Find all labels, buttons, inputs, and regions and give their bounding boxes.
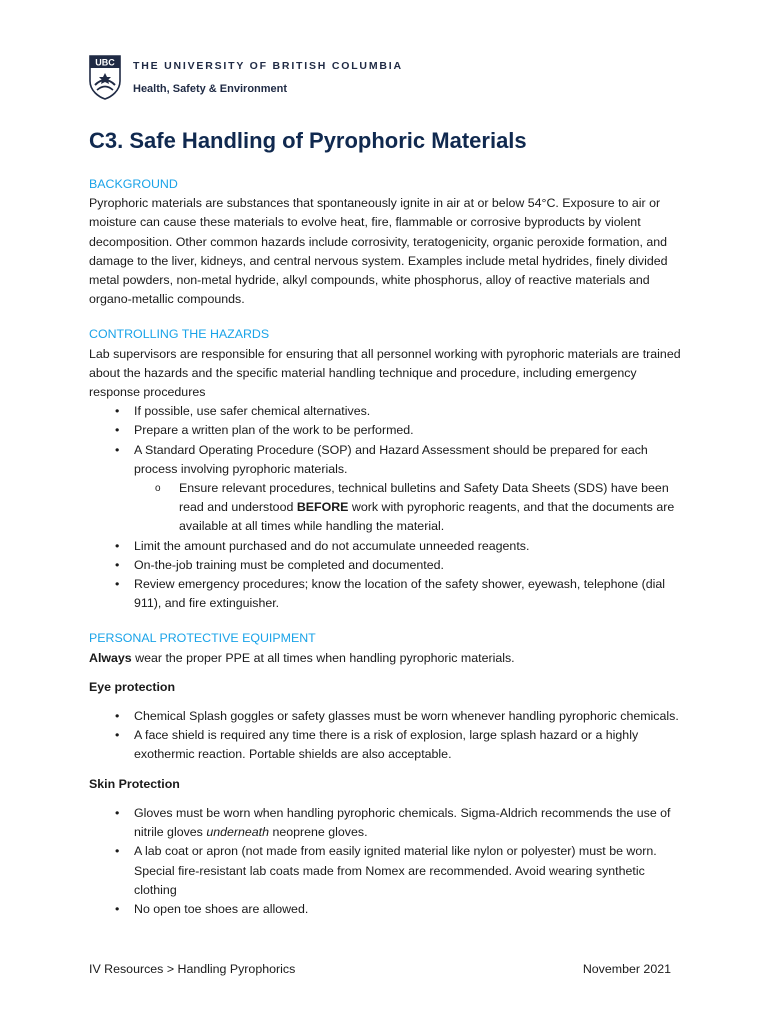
ppe-heading: PERSONAL PROTECTIVE EQUIPMENT — [89, 631, 316, 646]
controlling-heading: CONTROLLING THE HAZARDS — [89, 327, 270, 342]
background-text: Pyrophoric materials are substances that spontaneously ignite in air at or below 54°C. Exposure to air or moisture can cause these materials to evolve heat, fire, flammable or corrosive byproducts by violent decomposition. Other common hazards include corrosivity, teratogenicity, organic peroxide formation, and damage to the liver, kidneys, and central nervous system. Examples include metal hydrides, finely divided metal powders, non-metal hydride, alkyl compounds, white phosphorus, alloy of reactive materials and organo-metallic compounds. — [89, 196, 668, 307]
list-item: • Gloves must be worn when handling pyrophoric chemicals. Sigma-Aldrich recommends the use of nitrile gloves underneath neoprene gloves. — [89, 804, 684, 842]
list-item: • A face shield is required any time there is a risk of explosion, large splash hazard or a highly exothermic reaction. Portable shields are also acceptable. — [89, 726, 684, 764]
ppe-intro: Always wear the proper PPE at all times when handling pyrophoric materials. — [89, 650, 515, 665]
background-heading: BACKGROUND — [89, 177, 178, 191]
list-item: • No open toe shoes are allowed. — [89, 900, 684, 919]
list-item: • If possible, use safer chemical alternatives. — [89, 402, 684, 421]
list-item: • Review emergency procedures; know the location of the safety shower, eyewash, telephone (dial 911), and fire extinguisher. — [89, 575, 684, 613]
ubc-logo — [89, 55, 121, 100]
controlling-intro: Lab supervisors are responsible for ensuring that all personnel working with pyrophoric materials are trained about the hazards and the specific material handling technique and procedure, including emergency response procedures — [89, 346, 681, 400]
department-name: Health, Safety & Environment — [133, 83, 288, 95]
skin-protection-list — [89, 804, 684, 919]
document-body — [89, 175, 684, 919]
skin-protection-heading: Skin Protection — [89, 776, 180, 791]
page-title: C3. Safe Handling of Pyrophoric Materials — [89, 128, 527, 153]
footer-date: November 2021 — [582, 962, 671, 976]
footer-breadcrumb: IV Resources > Handling Pyrophorics — [89, 962, 296, 976]
list-item: • Prepare a written plan of the work to be performed. — [89, 421, 684, 440]
emphasis-before: BEFORE — [296, 500, 349, 515]
list-item: • Limit the amount purchased and do not accumulate unneeded reagents. — [89, 537, 684, 556]
list-item: • On-the-job training must be completed and documented. — [89, 556, 684, 575]
university-name: THE UNIVERSITY OF BRITISH COLUMBIA — [133, 60, 403, 72]
controlling-list — [89, 402, 684, 613]
svg-text:UBC: UBC — [95, 57, 115, 68]
list-item: • A lab coat or apron (not made from easily ignited material like nylon or polyester) must be worn. Special fire-resistant lab coats made from Nomex are recommended. Avoid wearing synthetic clothing — [89, 842, 684, 900]
eye-protection-heading: Eye protection — [89, 679, 176, 694]
list-item: • Chemical Splash goggles or safety glasses must be worn whenever handling pyrophoric chemicals. — [89, 707, 684, 726]
sub-list — [134, 479, 684, 537]
list-item-text: A Standard Operating Procedure (SOP) and Hazard Assessment should be prepared for each process involving pyrophoric materials. — [134, 442, 648, 476]
eye-protection-list — [89, 707, 684, 765]
list-item — [89, 441, 684, 537]
sub-list-item: o Ensure relevant procedures, technical bulletins and Safety Data Sheets (SDS) have been read and understood BEFORE work with pyrophoric reagents, and that the documents are available at all times while handling the material. — [134, 479, 684, 537]
